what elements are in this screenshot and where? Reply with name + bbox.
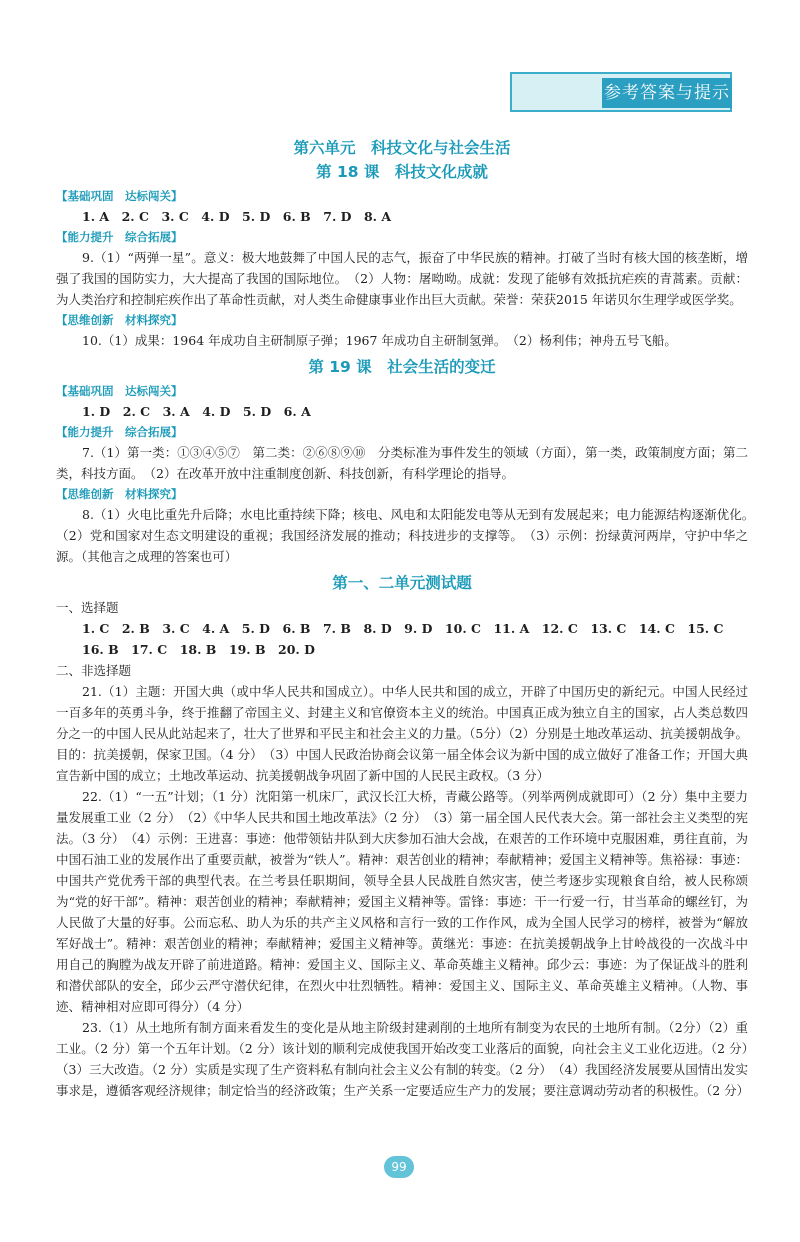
- lesson19-tag-ability: 【能力提升 综合拓展】: [56, 425, 183, 439]
- answer-content: [56, 136, 761, 1101]
- test-section-choice: 一、选择题: [56, 600, 119, 615]
- page-number: 99: [384, 1156, 414, 1178]
- test-q23: 23.（1）从土地所有制方面来看发生的变化是从地主阶级封建剥削的土地所有制变为农民的土地所有制。（2分）（2）重工业。（2 分）第一个五年计划。（2 分）该计划的顺利完成使我国开始改变工业落后的面貌，向社会主义工业化迈进。（2 分） （3）三大改造。（2 分）实质是实现了生产资料私有制向社会主义公有制的转变。（2 分） （4）我国经济发展要从国情出发实事求是，遵循客观经济规律；制定恰当的经济政策；生产关系一定要适应生产力的发展；要注意调动劳动者的积极性。（2 分）: [56, 1020, 761, 1098]
- test-q21: 21.（1）主题：开国大典（或中华人民共和国成立）。中华人民共和国的成立，开辟了中国历史的新纪元。中国人民经过一百多年的英勇斗争，终于推翻了帝国主义、封建主义和官僚资本主义的统治。中国真正成为独立自主的国家，占人类总数四分之一的中国人民从此站起来了，壮大了世界和平民主和社会主义的力量。（5分）（2）分别是土地改革运动、抗美援朝战争。目的：抗美援朝，保家卫国。（4 分） （3）中国人民政治协商会议第一届全体会议为新中国的成立做好了准备工作；开国大典宣告新中国的成立；土地改革运动、抗美援朝战争巩固了新中国的人民民主政权。（3 分）: [56, 684, 748, 783]
- header-label: 参考答案与提示: [602, 78, 732, 108]
- lesson18-tag-basic: 【基础巩固 达标闯关】: [56, 189, 183, 203]
- lesson19-tag-thinking: 【思维创新 材料探究】: [56, 487, 183, 501]
- lesson19-q8: 8.（1）火电比重先升后降；水电比重持续下降；核电、风电和太阳能发电等从无到有发展起来；电力能源结构逐渐优化。 （2）党和国家对生态文明建设的重视；我国经济发展的推动；科技进步的支撑等。 （3）示例：扮绿黄河两岸，守护中华之源。（其他言之成理的答案也可）: [56, 507, 761, 564]
- unit6-title: 第六单元 科技文化与社会生活: [293, 139, 511, 157]
- lesson19-tag-basic: 【基础巩固 达标闯关】: [56, 384, 183, 398]
- test-title: 第一、二单元测试题: [332, 574, 472, 592]
- test-section-nonchoice: 二、非选择题: [56, 663, 132, 678]
- lesson18-q9: 9.（1）“两弹一星”。意义：极大地鼓舞了中国人民的志气，振奋了中华民族的精神。打破了当时有核大国的核垄断，增强了我国的国防实力，大大提高了我国的国际地位。 （2）人物：屠呦呦。成就：发现了能够有效抵抗疟疾的青蒿素。贡献：为人类治疗和控制疟疾作出了革命性贡献，对人类生命健康事业作出巨大贡献。荣誉：荣获2015 年诺贝尔生理学或医学奖。: [56, 250, 748, 307]
- test-choice-answers: 1. C 2. B 3. C 4. A 5. D 6. B 7. B 8. D 9. D 10. C 11. A 12. C 13. C 14. C 15. C 16. B 17. C 18. B 19. B 20. D: [82, 621, 736, 657]
- lesson18-tag-thinking: 【思维创新 材料探究】: [56, 313, 183, 327]
- test-q22: 22.（1）“一五”计划；（1 分）沈阳第一机床厂，武汉长江大桥，青藏公路等。（列举两例成就即可）（2 分）集中主要力量发展重工业（2 分） （2）《中华人民共和国土地改革法》（2 分） （3）第一届全国人民代表大会。第一部社会主义类型的宪法。（3 分） （4）示例：王进喜：事迹：他带领钻井队到大庆参加石油大会战，在艰苦的工作环境中克服困难，勇往直前，为中国石油工业的发展作出了重要贡献，被誉为“铁人”。精神：艰苦创业的精神；奉献精神；爱国主义精神等。焦裕禄：事迹：中国共产党优秀干部的典型代表。在兰考县任职期间，领导全县人民战胜自然灾害，使兰考逐步实现粮食自给，被人民称颂为“党的好干部”。精神：艰苦创业的精神；奉献精神；爱国主义精神等。雷锋：事迹：干一行爱一行，甘当革命的螺丝钉，为人民做了大量的好事。公而忘私、助人为乐的共产主义风格和言行一致的工作作风，成为全国人民学习的榜样，被誉为“解放军好战士”。精神：艰苦创业的精神；奉献精神；爱国主义精神等。黄继光：事迹：在抗美援朝战争上甘岭战役的一次战斗中用自己的胸膛为战友开辟了前进道路。精神：爱国主义、国际主义、革命英雄主义精神。邱少云：事迹：为了保证战斗的胜利和潜伏部队的安全，邱少云严守潜伏纪律，在烈火中壮烈牺牲。精神：爱国主义、国际主义、革命英雄主义精神。（人物、事迹、精神相对应即可得分）（4 分）: [56, 789, 748, 1014]
- lesson19-choice-answers: 1. D 2. C 3. A 4. D 5. D 6. A: [82, 404, 311, 419]
- lesson18-q10: 10.（1）成果：1964 年成功自主研制原子弹；1967 年成功自主研制氢弹。 （2）杨利伟；神舟五号飞船。: [82, 333, 677, 348]
- lesson19-q7: 7.（1）第一类：①③④⑤⑦ 第二类：②⑥⑧⑨⑩ 分类标准为事件发生的领域（方面），第一类，政策制度方面；第二类，科技方面。 （2）在改革开放中注重制度创新、科技创新，有科学理论的指导。: [56, 445, 748, 481]
- lesson19-title: 第 19 课 社会生活的变迁: [308, 358, 496, 376]
- lesson18-tag-ability: 【能力提升 综合拓展】: [56, 230, 183, 244]
- lesson18-choice-answers: 1. A 2. C 3. C 4. D 5. D 6. B 7. D 8. A: [82, 209, 392, 224]
- lesson18-title: 第 18 课 科技文化成就: [316, 163, 488, 181]
